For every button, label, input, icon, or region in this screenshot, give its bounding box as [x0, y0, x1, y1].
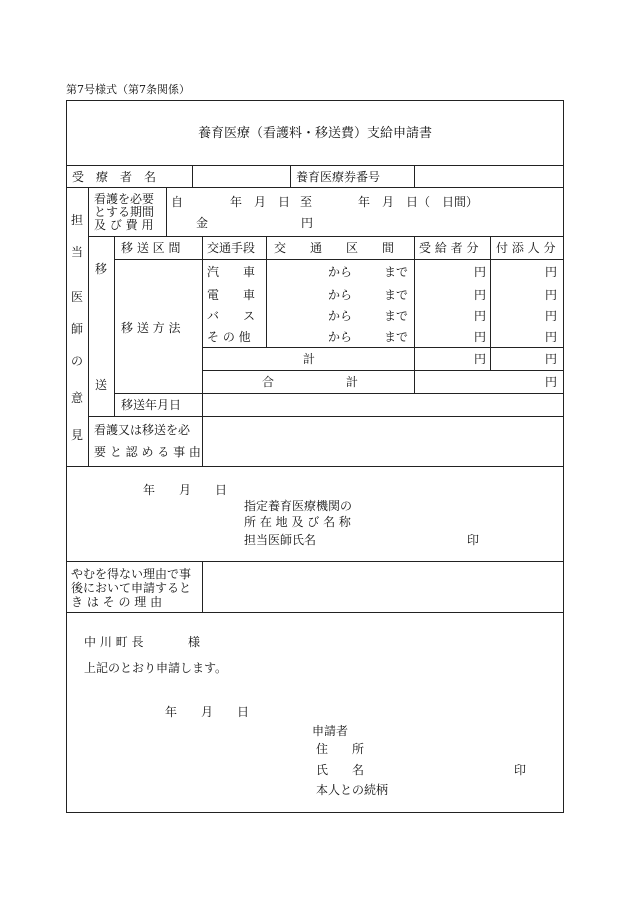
- application-date: 年 月 日: [165, 705, 250, 719]
- form-number: 第7号様式（第7条関係）: [66, 83, 190, 96]
- recipient-yen: 円: [474, 265, 487, 279]
- institution-line-2: 所 在 地 及 び 名 称: [244, 515, 351, 529]
- route-header: 交 通 区 間: [274, 241, 395, 255]
- institution-line-1: 指定養育医療機関の: [244, 499, 353, 513]
- subtotal-label: 計: [303, 352, 316, 366]
- mode-bus: バ ス: [207, 309, 256, 323]
- late-reason-line-3: き は そ の 理 由: [71, 595, 163, 609]
- total-label-b: 計: [346, 375, 359, 389]
- transfer-label-bottom: 送: [94, 378, 107, 392]
- period-from: 自: [171, 195, 184, 209]
- mode-tram: 電 車: [207, 288, 256, 302]
- mode-other: そ の 他: [207, 330, 251, 344]
- route-to: まで: [384, 309, 409, 323]
- attendant-yen: 円: [545, 309, 558, 323]
- route-from: から: [328, 265, 353, 279]
- total-yen: 円: [545, 375, 558, 389]
- method-header: 交通手段: [207, 241, 256, 255]
- route-from: から: [328, 288, 353, 302]
- coupon-number-label: 養育医療券番号: [296, 170, 381, 184]
- doctor-seal: 印: [467, 533, 480, 547]
- recipient-yen: 円: [474, 288, 487, 302]
- attendant-header: 付 添 人 分: [496, 241, 556, 255]
- route-to: まで: [384, 265, 409, 279]
- doctor-date: 年 月 日: [143, 483, 228, 497]
- applicant-name-label: 氏 名: [316, 763, 365, 777]
- applicant-seal: 印: [514, 763, 527, 777]
- late-reason-line-1: やむを得ない理由で事: [71, 567, 192, 581]
- doctor-name-label: 担当医師氏名: [244, 533, 317, 547]
- reason-line-1: 看護又は移送を必: [94, 423, 191, 437]
- transfer-date-label: 移送年月日: [121, 398, 182, 412]
- transfer-section-header: 移 送 区 間: [121, 241, 181, 255]
- recipient-yen: 円: [474, 330, 487, 344]
- recipient-yen: 円: [474, 309, 487, 323]
- reason-line-2: 要 と 認 め る 事 由: [94, 445, 201, 459]
- period-to: 至: [300, 195, 313, 209]
- application-statement: 上記のとおり申請します。: [84, 661, 228, 675]
- addressee: 中 川 町 長: [84, 635, 144, 649]
- route-from: から: [328, 330, 353, 344]
- route-to: まで: [384, 330, 409, 344]
- transfer-method-label: 移 送 方 法: [121, 321, 181, 335]
- applicant-label: 申請者: [312, 724, 349, 738]
- period-to-date: 年 月 日（ 日間）: [358, 195, 479, 209]
- mode-train: 汽 車: [207, 265, 256, 279]
- subtotal-recipient-yen: 円: [474, 352, 487, 366]
- transfer-label-top: 移: [94, 262, 107, 276]
- relationship-label: 本人との続柄: [316, 783, 389, 797]
- amount-yen: 円: [301, 216, 314, 230]
- total-label-a: 合: [262, 375, 275, 389]
- form-title: 養育医療（看護料・移送費）支給申請書: [197, 126, 432, 141]
- applicant-address-label: 住 所: [316, 742, 365, 756]
- attendant-yen: 円: [545, 288, 558, 302]
- route-from: から: [328, 309, 353, 323]
- attendant-yen: 円: [545, 330, 558, 344]
- patient-name-label: 受 療 者 名: [72, 170, 157, 184]
- period-from-date: 年 月 日: [230, 195, 291, 209]
- late-reason-line-2: 後において申請すると: [71, 581, 192, 595]
- route-to: まで: [384, 288, 409, 302]
- attendant-yen: 円: [545, 265, 558, 279]
- recipient-header: 受 給 者 分: [419, 241, 479, 255]
- honorific: 様: [188, 635, 201, 649]
- amount-prefix: 金: [196, 216, 209, 230]
- subtotal-attendant-yen: 円: [545, 352, 558, 366]
